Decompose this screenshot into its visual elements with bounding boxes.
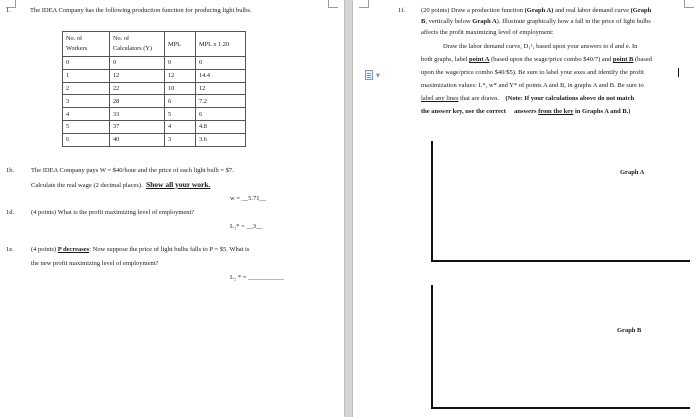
graph-a-y-axis <box>431 141 433 262</box>
header-mpl-x-120: MPL x 1.20 <box>196 32 246 57</box>
table-cell: 4.8 <box>196 120 246 133</box>
question-text: The IDEA Company pays W = $40/hour and the price of each light bulb = $7. <box>31 167 234 174</box>
table-row <box>63 108 246 121</box>
table-cell: 12 <box>165 69 196 82</box>
text-cursor <box>678 68 679 77</box>
table-cell: 6 <box>196 108 246 121</box>
table-cell: 7.2 <box>196 95 246 108</box>
question-text: label any lines that are drawn. (Note: If your calculations above do not match <box>421 95 635 102</box>
header-calculators: No. of Calculators (Y) <box>110 32 165 57</box>
question-number: 1e. <box>6 246 14 253</box>
question-number: 1. <box>6 7 11 14</box>
table-cell: 40 <box>110 133 165 146</box>
crop-mark <box>359 0 369 8</box>
question-text: The IDEA Company has the following production function for producing light bulbs. <box>30 7 252 14</box>
table-cell: 5 <box>165 108 196 121</box>
question-text: upon the wage/price combo $40/$5). Be sure to label your axes and identify the profit <box>421 69 644 76</box>
table-cell: 6 <box>165 95 196 108</box>
question-text: the answer key, use the correct answers from the key in Graphs A and B.) <box>421 108 631 115</box>
table-row <box>63 57 246 70</box>
question-text: the new profit maximizing level of employment? <box>31 260 159 267</box>
header-workers: No. of Workers <box>63 32 110 57</box>
table-cell: 0 <box>165 57 196 70</box>
question-text: both graphs, label point A (based upon the wage/price combo $40/7) and point B (based <box>421 56 652 63</box>
table-cell: 4 <box>165 120 196 133</box>
question-text: B, vertically below Graph A). Illustrate graphically how a fall in the price of light bulbs <box>421 18 651 25</box>
table-cell: 3 <box>165 133 196 146</box>
question-number: 1f. <box>398 7 406 14</box>
question-number: 1b. <box>6 167 15 174</box>
table-cell: 0 <box>196 57 246 70</box>
answer-line: L₂ * = ___________ <box>230 274 284 281</box>
header-mpl: MPL <box>165 32 196 57</box>
crop-mark <box>328 0 338 8</box>
table-cell: 0 <box>63 57 110 70</box>
crop-mark <box>684 0 694 8</box>
table-cell: 10 <box>165 82 196 95</box>
graph-b-x-axis <box>431 407 690 409</box>
question-text: Calculate the real wage (2 decimal places). Show all your work. <box>31 180 211 189</box>
graph-a-x-axis <box>431 260 690 262</box>
chevron-down-icon[interactable]: ▼ <box>376 73 380 79</box>
table-row <box>63 120 246 133</box>
table-cell: 12 <box>196 82 246 95</box>
graph-b-y-axis <box>431 285 433 409</box>
table-cell: 3.6 <box>196 133 246 146</box>
graph-b-label: Graph B <box>617 327 642 334</box>
table-cell: 4 <box>63 108 110 121</box>
answer-line: L₁* = __3__ <box>230 223 263 230</box>
graph-a-label: Graph A <box>620 169 645 176</box>
table-cell: 33 <box>110 108 165 121</box>
question-text: Draw the labor demand curve, D₁ᴸ, based upon your answers to d and e. In <box>443 43 638 50</box>
table-header-row <box>63 32 246 57</box>
table-cell: 12 <box>110 69 165 82</box>
question-text: (4 points) P decreases: Now suppose the price of light bulbs falls to P = $5. What is <box>31 246 250 253</box>
left-page <box>0 0 344 417</box>
question-text: (20 points) Draw a production function (Graph A) and real labor demand curve (Graph <box>421 7 652 14</box>
table-cell: 3 <box>63 95 110 108</box>
question-text: maximization values: L*, w* and Y* of points A and B, in graphs A and B. Be sure to <box>421 82 644 89</box>
page-gutter <box>344 0 353 417</box>
table-cell: 0 <box>110 57 165 70</box>
table-cell: 2 <box>63 82 110 95</box>
table-cell: 5 <box>63 120 110 133</box>
table-row <box>63 69 246 82</box>
table-cell: 28 <box>110 95 165 108</box>
table-row <box>63 95 246 108</box>
table-cell: 37 <box>110 120 165 133</box>
table-cell: 14.4 <box>196 69 246 82</box>
table-row <box>63 82 246 95</box>
answer-line: w = __5.71__ <box>230 195 266 202</box>
table-row <box>63 133 246 146</box>
question-text: affects the profit maximizing level of employment: <box>421 29 554 36</box>
table-cell: 22 <box>110 82 165 95</box>
production-table <box>62 31 246 147</box>
question-number: 1d. <box>6 209 15 216</box>
question-text: (4 points) What is the profit maximizing level of employment? <box>31 209 195 216</box>
table-cell: 6 <box>63 133 110 146</box>
table-cell: 1 <box>63 69 110 82</box>
